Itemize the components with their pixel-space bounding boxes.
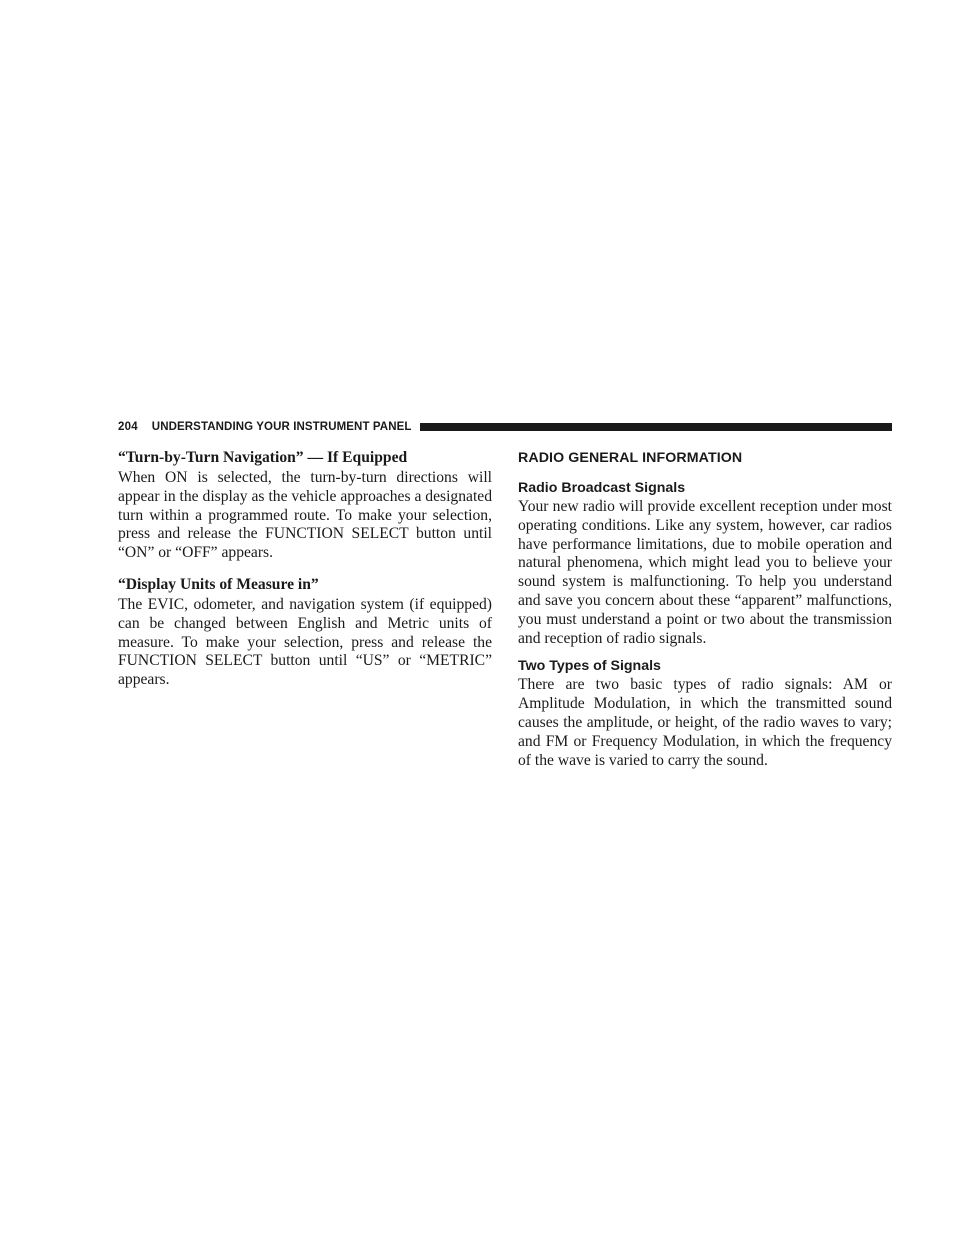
radio-general-information-heading: RADIO GENERAL INFORMATION [518, 450, 743, 466]
two-types-of-signals-body: There are two basic types of radio signals: AM or Amplitude Modulation, in which the transmitted sound causes the amplitude, or height, of the radio waves to vary; and FM or Frequency Modulation, in which the frequency of the wave is varied to carry the sound. [518, 676, 892, 769]
display-units-heading: “Display Units of Measure in” [118, 575, 319, 593]
page-header [118, 419, 892, 435]
page-number: 204 [118, 421, 138, 433]
turn-by-turn-body: When ON is selected, the turn-by-turn directions will appear in the display as the vehicle approaches a designated turn within a programmed route. To make your selection, press and release the FUNCTION SELECT button until “ON” or “OFF” appears. [118, 469, 492, 562]
left-column [118, 447, 492, 690]
right-column [518, 447, 892, 770]
radio-broadcast-signals-heading: Radio Broadcast Signals [518, 480, 686, 496]
radio-broadcast-signals-body: Your new radio will provide excellent reception under most operating conditions. Like any system, however, car radios have performance limitations, due to mobile operation and natural phenomena, which might lead you to believe your sound system is malfunctioning. To help you understand and save you concern about these “apparent” malfunctions, you must understand a point or two about the transmission and reception of radio signals. [518, 498, 892, 647]
two-types-of-signals-heading: Two Types of Signals [518, 658, 661, 675]
turn-by-turn-heading: “Turn-by-Turn Navigation” — If Equipped [118, 449, 408, 466]
header-rule [420, 423, 893, 431]
running-section-title: UNDERSTANDING YOUR INSTRUMENT PANEL [151, 421, 412, 433]
display-units-body: The EVIC, odometer, and navigation system (if equipped) can be changed between English and Metric units of measure. To make your selection, press and release the FUNCTION SELECT button until “US” or “METRIC” appears. [118, 595, 492, 689]
